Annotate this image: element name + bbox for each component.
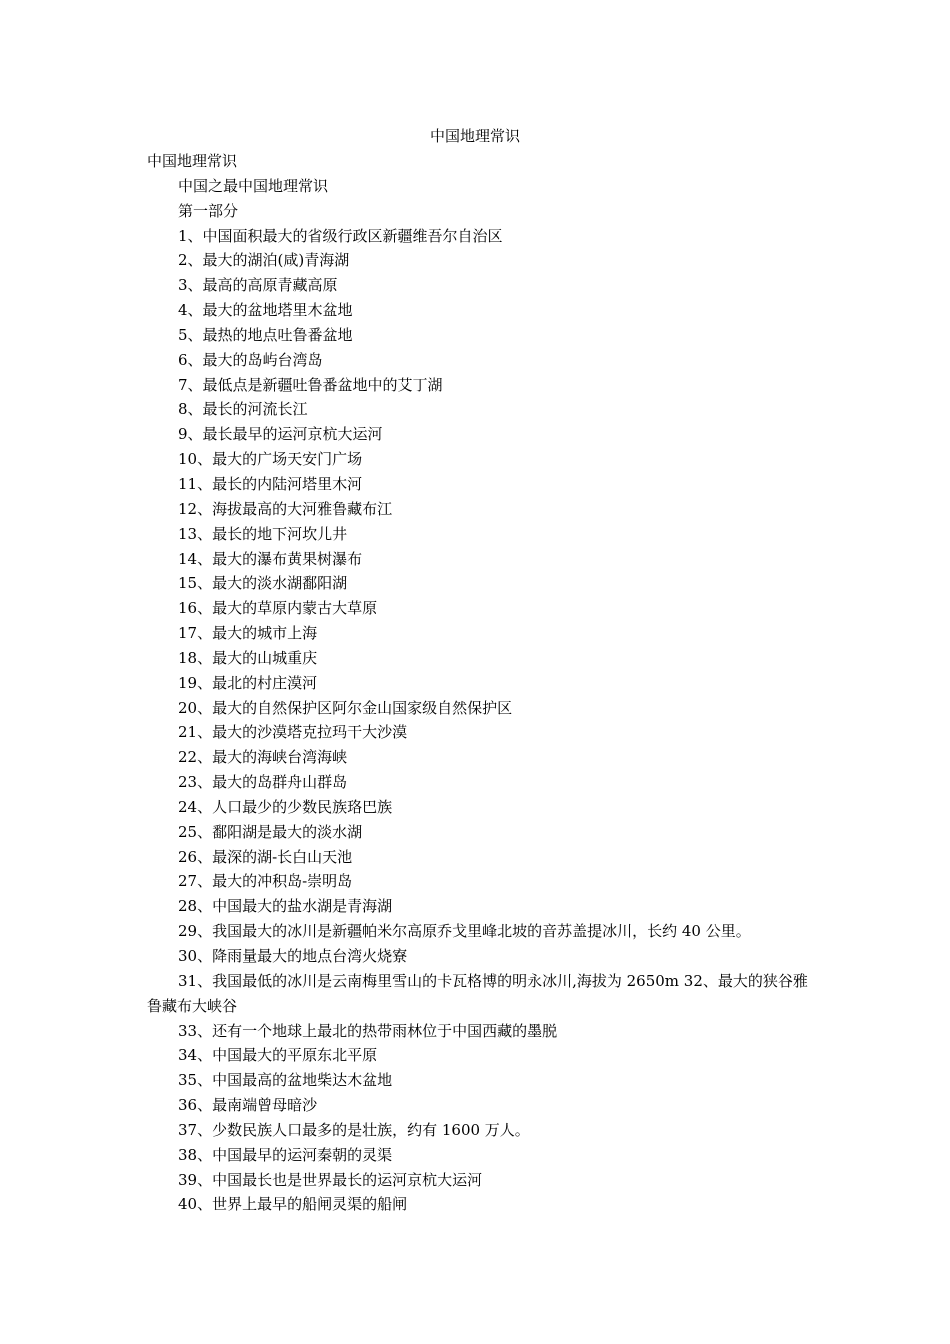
list-item: 36、最南端曾母暗沙 bbox=[178, 1096, 318, 1115]
body-subheading: 中国之最中国地理常识 bbox=[178, 176, 329, 195]
list-item: 16、最大的草原内蒙古大草原 bbox=[178, 599, 378, 618]
list-item: 22、最大的海峡台湾海峡 bbox=[178, 748, 348, 767]
list-item: 2、最大的湖泊(咸)青海湖 bbox=[178, 251, 350, 270]
list-item: 35、中国最高的盆地柴达木盆地 bbox=[178, 1071, 393, 1090]
list-item: 17、最大的城市上海 bbox=[178, 624, 318, 643]
list-item: 28、中国最大的盐水湖是青海湖 bbox=[178, 897, 393, 916]
list-item: 23、最大的岛群舟山群岛 bbox=[178, 773, 348, 792]
list-item: 40、世界上最早的船闸灵渠的船闸 bbox=[178, 1195, 408, 1214]
list-item: 15、最大的淡水湖鄱阳湖 bbox=[178, 574, 348, 593]
list-item: 37、少数民族人口最多的是壮族，约有 1600 万人。 bbox=[178, 1120, 530, 1139]
list-item: 30、降雨量最大的地点台湾火烧寮 bbox=[178, 947, 408, 965]
list-item: 39、中国最长也是世界最长的运河京杭大运河 bbox=[178, 1170, 483, 1189]
list-item: 11、最长的内陆河塔里木河 bbox=[178, 474, 363, 493]
list-item: 31、我国最低的冰川是云南梅里雪山的卡瓦格博的明永冰川,海拔为 2650m 32、最大的狭谷雅鲁藏布大峡谷 bbox=[147, 971, 808, 1015]
list-item: 5、最热的地点吐鲁番盆地 bbox=[178, 325, 353, 344]
list-item: 12、海拔最高的大河雅鲁藏布江 bbox=[178, 499, 393, 518]
list-item: 20、最大的自然保护区阿尔金山国家级自然保护区 bbox=[178, 698, 513, 717]
list-item: 24、人口最少的少数民族珞巴族 bbox=[178, 797, 393, 816]
list-item: 1、中国面积最大的省级行政区新疆维吾尔自治区 bbox=[178, 226, 503, 245]
part-label: 第一部分 bbox=[178, 201, 239, 220]
list-item: 13、最长的地下河坎儿井 bbox=[178, 524, 348, 543]
list-item: 29、我国最大的冰川是新疆帕米尔高原乔戈里峰北坡的音苏盖提冰川，长约 40 公里。 bbox=[178, 922, 751, 941]
document-title: 中国地理常识 bbox=[429, 127, 520, 145]
list-item: 4、最大的盆地塔里木盆地 bbox=[178, 301, 353, 320]
list-item: 26、最深的湖-长白山天池 bbox=[178, 847, 353, 866]
list-item: 34、中国最大的平原东北平原 bbox=[178, 1046, 378, 1065]
list-item: 10、最大的广场天安门广场 bbox=[178, 450, 363, 469]
list-item: 8、最长的河流长江 bbox=[178, 400, 308, 419]
list-item: 27、最大的冲积岛-崇明岛 bbox=[178, 872, 353, 891]
list-item: 3、最高的高原青藏高原 bbox=[178, 276, 338, 295]
list-item: 19、最北的村庄漠河 bbox=[178, 673, 318, 692]
list-item: 21、最大的沙漠塔克拉玛干大沙漠 bbox=[178, 723, 408, 742]
list-item: 7、最低点是新疆吐鲁番盆地中的艾丁湖 bbox=[178, 375, 443, 394]
body-heading: 中国地理常识 bbox=[147, 152, 238, 170]
list-item: 14、最大的瀑布黄果树瀑布 bbox=[178, 549, 363, 568]
list-item: 9、最长最早的运河京杭大运河 bbox=[178, 425, 383, 444]
list-item: 38、中国最早的运河秦朝的灵渠 bbox=[178, 1145, 393, 1164]
list-item: 33、还有一个地球上最北的热带雨林位于中国西藏的墨脱 bbox=[178, 1021, 558, 1040]
list-item: 25、鄱阳湖是最大的淡水湖 bbox=[178, 822, 363, 841]
document-body bbox=[147, 149, 812, 1217]
list-item: 18、最大的山城重庆 bbox=[178, 648, 318, 667]
list-item: 6、最大的岛屿台湾岛 bbox=[178, 350, 323, 369]
